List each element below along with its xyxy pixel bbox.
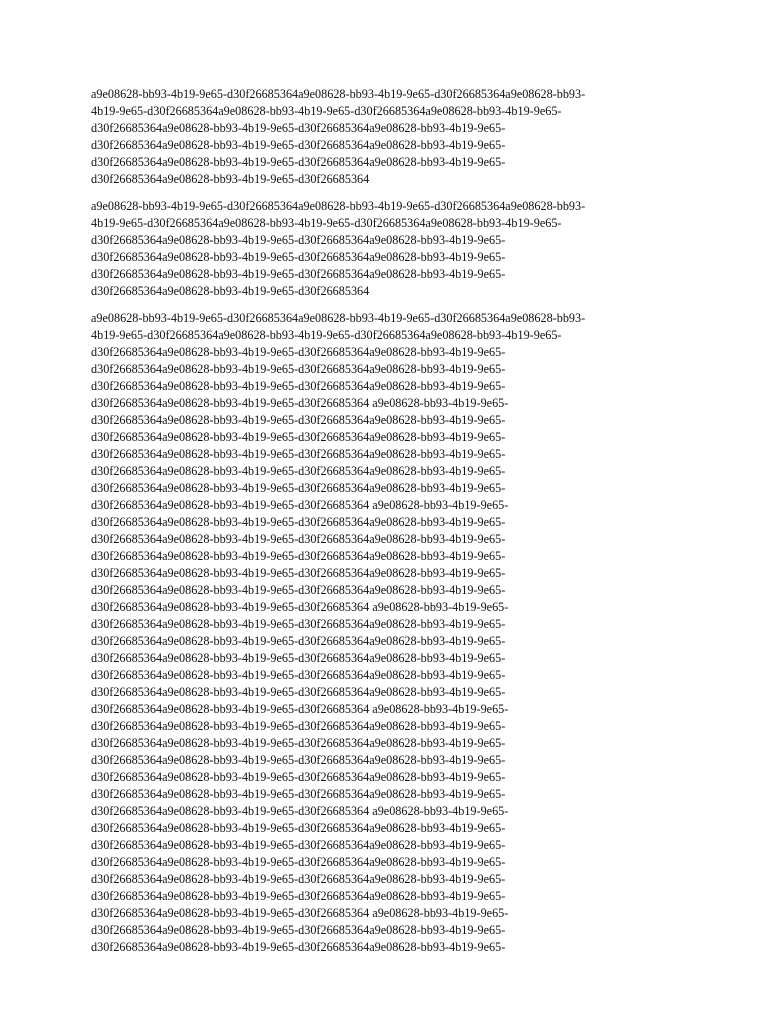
text-line: d30f26685364a9e08628-bb93-4b19-9e65-d30f26685364a9e08628-bb93-4b19-9e65-	[91, 481, 506, 495]
text-line: d30f26685364a9e08628-bb93-4b19-9e65-d30f26685364a9e08628-bb93-4b19-9e65-	[91, 447, 506, 461]
text-line: d30f26685364a9e08628-bb93-4b19-9e65-d30f26685364a9e08628-bb93-4b19-9e65-	[91, 362, 506, 376]
text-line: d30f26685364a9e08628-bb93-4b19-9e65-d30f26685364a9e08628-bb93-4b19-9e65-	[91, 583, 506, 597]
text-line: d30f26685364a9e08628-bb93-4b19-9e65-d30f26685364a9e08628-bb93-4b19-9e65-	[91, 736, 506, 750]
text-line: d30f26685364a9e08628-bb93-4b19-9e65-d30f26685364a9e08628-bb93-4b19-9e65-	[91, 121, 506, 135]
text-line: 4b19-9e65-d30f26685364a9e08628-bb93-4b19-9e65-d30f26685364a9e08628-bb93-4b19-9e65-	[91, 328, 562, 342]
text-line: d30f26685364a9e08628-bb93-4b19-9e65-d30f26685364a9e08628-bb93-4b19-9e65-	[91, 515, 506, 529]
text-line: d30f26685364a9e08628-bb93-4b19-9e65-d30f26685364a9e08628-bb93-4b19-9e65-	[91, 770, 506, 784]
text-line: d30f26685364a9e08628-bb93-4b19-9e65-d30f26685364a9e08628-bb93-4b19-9e65-	[91, 855, 506, 869]
paragraph	[91, 86, 681, 188]
text-line: d30f26685364a9e08628-bb93-4b19-9e65-d30f26685364 a9e08628-bb93-4b19-9e65-	[91, 804, 509, 818]
text-line: d30f26685364a9e08628-bb93-4b19-9e65-d30f26685364a9e08628-bb93-4b19-9e65-	[91, 668, 506, 682]
text-line: d30f26685364a9e08628-bb93-4b19-9e65-d30f26685364a9e08628-bb93-4b19-9e65-	[91, 753, 506, 767]
text-line: d30f26685364a9e08628-bb93-4b19-9e65-d30f26685364a9e08628-bb93-4b19-9e65-	[91, 940, 506, 954]
text-line: a9e08628-bb93-4b19-9e65-d30f26685364a9e08628-bb93-4b19-9e65-d30f26685364a9e08628-bb93-	[91, 87, 586, 101]
text-line: 4b19-9e65-d30f26685364a9e08628-bb93-4b19-9e65-d30f26685364a9e08628-bb93-4b19-9e65-	[91, 104, 562, 118]
paragraph	[91, 310, 681, 956]
text-line: d30f26685364a9e08628-bb93-4b19-9e65-d30f26685364a9e08628-bb93-4b19-9e65-	[91, 889, 506, 903]
text-line: d30f26685364a9e08628-bb93-4b19-9e65-d30f26685364a9e08628-bb93-4b19-9e65-	[91, 250, 506, 264]
text-line: d30f26685364a9e08628-bb93-4b19-9e65-d30f26685364 a9e08628-bb93-4b19-9e65-	[91, 702, 509, 716]
text-line: d30f26685364a9e08628-bb93-4b19-9e65-d30f26685364a9e08628-bb93-4b19-9e65-	[91, 532, 506, 546]
text-line: d30f26685364a9e08628-bb93-4b19-9e65-d30f26685364a9e08628-bb93-4b19-9e65-	[91, 651, 506, 665]
text-line: 4b19-9e65-d30f26685364a9e08628-bb93-4b19-9e65-d30f26685364a9e08628-bb93-4b19-9e65-	[91, 216, 562, 230]
text-line: d30f26685364a9e08628-bb93-4b19-9e65-d30f26685364a9e08628-bb93-4b19-9e65-	[91, 923, 506, 937]
text-line: d30f26685364a9e08628-bb93-4b19-9e65-d30f26685364a9e08628-bb93-4b19-9e65-	[91, 617, 506, 631]
text-line: d30f26685364a9e08628-bb93-4b19-9e65-d30f26685364a9e08628-bb93-4b19-9e65-	[91, 549, 506, 563]
text-line: d30f26685364a9e08628-bb93-4b19-9e65-d30f26685364a9e08628-bb93-4b19-9e65-	[91, 821, 506, 835]
text-line: d30f26685364a9e08628-bb93-4b19-9e65-d30f26685364a9e08628-bb93-4b19-9e65-	[91, 379, 506, 393]
text-line: d30f26685364a9e08628-bb93-4b19-9e65-d30f26685364	[91, 284, 370, 298]
text-line: a9e08628-bb93-4b19-9e65-d30f26685364a9e08628-bb93-4b19-9e65-d30f26685364a9e08628-bb93-	[91, 311, 586, 325]
text-line: d30f26685364a9e08628-bb93-4b19-9e65-d30f26685364 a9e08628-bb93-4b19-9e65-	[91, 396, 509, 410]
text-line: d30f26685364a9e08628-bb93-4b19-9e65-d30f26685364a9e08628-bb93-4b19-9e65-	[91, 233, 506, 247]
text-line: d30f26685364a9e08628-bb93-4b19-9e65-d30f26685364a9e08628-bb93-4b19-9e65-	[91, 787, 506, 801]
text-line: d30f26685364a9e08628-bb93-4b19-9e65-d30f26685364a9e08628-bb93-4b19-9e65-	[91, 464, 506, 478]
text-line: d30f26685364a9e08628-bb93-4b19-9e65-d30f26685364 a9e08628-bb93-4b19-9e65-	[91, 600, 509, 614]
text-line: d30f26685364a9e08628-bb93-4b19-9e65-d30f26685364a9e08628-bb93-4b19-9e65-	[91, 413, 506, 427]
text-line: d30f26685364a9e08628-bb93-4b19-9e65-d30f26685364a9e08628-bb93-4b19-9e65-	[91, 267, 506, 281]
text-line: d30f26685364a9e08628-bb93-4b19-9e65-d30f26685364 a9e08628-bb93-4b19-9e65-	[91, 498, 509, 512]
text-line: d30f26685364a9e08628-bb93-4b19-9e65-d30f26685364a9e08628-bb93-4b19-9e65-	[91, 634, 506, 648]
text-line: d30f26685364a9e08628-bb93-4b19-9e65-d30f26685364a9e08628-bb93-4b19-9e65-	[91, 838, 506, 852]
text-line: d30f26685364a9e08628-bb93-4b19-9e65-d30f26685364a9e08628-bb93-4b19-9e65-	[91, 719, 506, 733]
text-line: d30f26685364a9e08628-bb93-4b19-9e65-d30f26685364a9e08628-bb93-4b19-9e65-	[91, 566, 506, 580]
text-line: d30f26685364a9e08628-bb93-4b19-9e65-d30f26685364 a9e08628-bb93-4b19-9e65-	[91, 906, 509, 920]
text-line: d30f26685364a9e08628-bb93-4b19-9e65-d30f26685364a9e08628-bb93-4b19-9e65-	[91, 138, 506, 152]
text-line: d30f26685364a9e08628-bb93-4b19-9e65-d30f26685364a9e08628-bb93-4b19-9e65-	[91, 155, 506, 169]
document-body	[91, 86, 681, 966]
text-line: d30f26685364a9e08628-bb93-4b19-9e65-d30f26685364a9e08628-bb93-4b19-9e65-	[91, 345, 506, 359]
text-line: d30f26685364a9e08628-bb93-4b19-9e65-d30f26685364	[91, 172, 370, 186]
text-line: d30f26685364a9e08628-bb93-4b19-9e65-d30f26685364a9e08628-bb93-4b19-9e65-	[91, 872, 506, 886]
text-line: d30f26685364a9e08628-bb93-4b19-9e65-d30f26685364a9e08628-bb93-4b19-9e65-	[91, 685, 506, 699]
text-line: d30f26685364a9e08628-bb93-4b19-9e65-d30f26685364a9e08628-bb93-4b19-9e65-	[91, 430, 506, 444]
text-line: a9e08628-bb93-4b19-9e65-d30f26685364a9e08628-bb93-4b19-9e65-d30f26685364a9e08628-bb93-	[91, 199, 586, 213]
paragraph	[91, 198, 681, 300]
